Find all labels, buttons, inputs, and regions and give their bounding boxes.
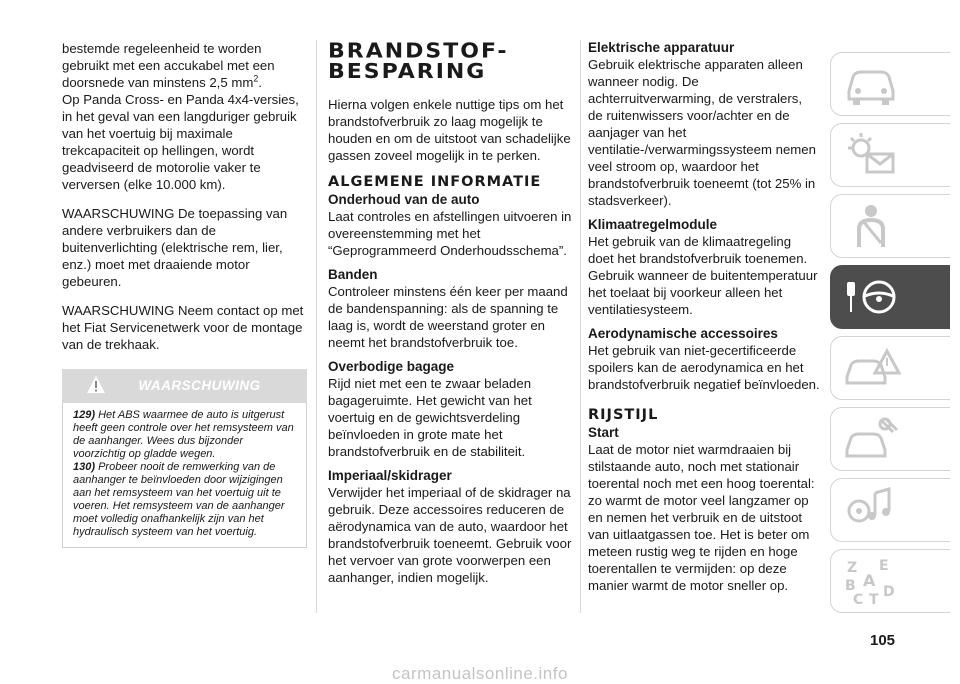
tab-index[interactable]: [830, 549, 950, 613]
steering-key-icon: [841, 272, 901, 322]
column-left: [62, 40, 307, 548]
column-right: [588, 40, 820, 594]
paragraph-roof-rack: Verwijder het imperiaal of de skidrager na gebruik. Deze accessoires reduceren de aërodynamica van de auto, waardoor het brandstofverbruik toeneemt. Gebruik voor het vervoer van grote voorwerpen een aanhanger, indien mogelijk.: [328, 485, 572, 585]
column-divider: [316, 40, 317, 613]
paragraph-warning-consumers: WAARSCHUWING De toepassing van andere verbruikers dan de buitenverlichting (elektrische rem, lier, enz.) moet met draaiende motor gebeuren.: [62, 206, 288, 289]
tab-starting-driving[interactable]: [830, 265, 950, 329]
column-middle: [328, 40, 573, 586]
column-divider: [580, 40, 581, 613]
paragraph-start: Laat de motor niet warmdraaien bij stilstaande auto, noch met stationair toerental noch met een hoog toerental: zo warmt de motor veel langzamer op en nemen het verbruik en de uitstoot van uitlaatgassen toe. Het is beter om meteen rustig weg te rijden en hoge toerentallen te vermijden: op deze manier warmt de motor sneller op.: [588, 442, 815, 593]
paragraph-luggage: Rijd niet met een te zwaar beladen bagageruimte. Het gewicht van het voertuig en de gewichtsverdeling beïnvloeden in grote mate het brandstofverbruik en de stabiliteit.: [328, 376, 532, 459]
svg-text:A: A: [863, 571, 876, 590]
heading-electrical: Elektrische apparatuur: [588, 40, 735, 55]
tab-maintenance[interactable]: [830, 407, 950, 471]
heading-maintenance: Onderhoud van de auto: [328, 192, 480, 207]
svg-text:Z: Z: [847, 560, 858, 576]
warning-box-body: [62, 403, 307, 548]
svg-text:E: E: [879, 558, 889, 574]
service-icon: [841, 414, 901, 464]
heading-tyres: Banden: [328, 267, 378, 282]
heading-climate: Klimaatregelmodule: [588, 217, 718, 232]
breakdown-icon: [841, 343, 901, 393]
car-icon: [841, 59, 901, 109]
page-number: 105: [870, 632, 896, 649]
heading-aero: Aerodynamische accessoires: [588, 326, 778, 341]
paragraph-climate: Het gebruik van de klimaatregeling doet het brandstofverbruik toenemen. Gebruik wanneer de buitentemperatuur het toelaat bij voorkeur alleen het ventilatiesysteem.: [588, 234, 818, 317]
warning-item-129: 129) Het ABS waarmee de auto is uitgerust heeft geen controle over het remsysteem van de aanhanger. Wees dus bijzonder voorzichtig op gladde wegen.: [73, 409, 294, 460]
paragraph-electrical: Gebruik elektrische apparaten alleen wanneer nodig. De achterruitverwarming, de verstralers, de ruitenwissers voor/achter en de aanjager van het ventilatie-/verwarmingssysteem nemen veel stroom op, waardoor het brandstofverbruik toeneemt (tot 25% in stadsverkeer).: [588, 57, 816, 208]
heading-luggage: Overbodige bagage: [328, 359, 455, 374]
chapter-tabs: [830, 52, 950, 620]
tab-emergency[interactable]: [830, 336, 950, 400]
warning-title: WAARSCHUWING: [138, 378, 261, 393]
svg-text:C: C: [853, 592, 864, 606]
watermark: carmanualsonline.info: [392, 664, 568, 683]
paragraph-cable: bestemde regeleenheid te worden gebruikt met een accukabel met een doorsnede van minstens 2,5 $mm^2$.: [62, 41, 275, 90]
seatbelt-icon: [841, 201, 901, 251]
multimedia-icon: [841, 485, 901, 535]
paragraph-aero: Het gebruik van niet-gecertificeerde spoilers kan de aerodynamica en het brandstofverbruik negatief beïnvloeden.: [588, 343, 820, 392]
tab-multimedia[interactable]: [830, 478, 950, 542]
paragraph-panda-cross: Op Panda Cross- en Panda 4x4-versies, in het geval van een langduriger gebruik van het voertuig bij maximale trekcapaciteit op hellingen, wordt geadviseerd de motorolie vaker te verversen (elke 10.000 km).: [62, 92, 299, 192]
paragraph-maintenance: Laat controles en afstellingen uitvoeren in overeenstemming met het “Geprogrammeerd Onderhoudsschema”.: [328, 209, 572, 258]
svg-text:T: T: [869, 592, 879, 606]
index-icon: [841, 556, 901, 606]
paragraph-tyres: Controleer minstens één keer per maand de bandenspanning: als de spanning te laag is, wordt de weerstand groter en neemt het brandstofverbruik toe.: [328, 284, 568, 350]
warning-box-header: [62, 369, 307, 403]
paragraph-warning-servicenetwork: WAARSCHUWING Neem contact op met het Fiat Servicenetwerk voor de montage van de trekhaak.: [62, 303, 304, 352]
section-heading-general: ALGEMENE INFORMATIE: [328, 174, 542, 190]
heading-roof-rack: Imperiaal/skidrager: [328, 468, 452, 483]
paragraph-intro: Hierna volgen enkele nuttige tips om het brandstofverbruik zo laag mogelijk te houden en om de uitstoot van schadelijke gassen zoveel mogelijk in te perken.: [328, 97, 571, 163]
svg-text:D: D: [883, 584, 895, 600]
section-heading-driving: RIJSTIJL: [588, 407, 659, 423]
tab-dashboard[interactable]: [830, 52, 950, 116]
tab-lights-messages[interactable]: [830, 123, 950, 187]
light-warning-icon: [841, 130, 901, 180]
tab-safety[interactable]: [830, 194, 950, 258]
svg-text:B: B: [845, 578, 856, 594]
warning-item-130: 130) Probeer nooit de remwerking van de aanhanger te beïnvloeden door wijzigingen aan het remsysteem van het voertuig uit te voeren. Het remsysteem van de aanhanger moet volledig onafhankelijk zijn van het hydraulisch systeem van het voertuig.: [73, 461, 285, 538]
heading-start: Start: [588, 425, 619, 440]
chapter-title: BRANDSTOF-BESPARING: [328, 40, 509, 84]
